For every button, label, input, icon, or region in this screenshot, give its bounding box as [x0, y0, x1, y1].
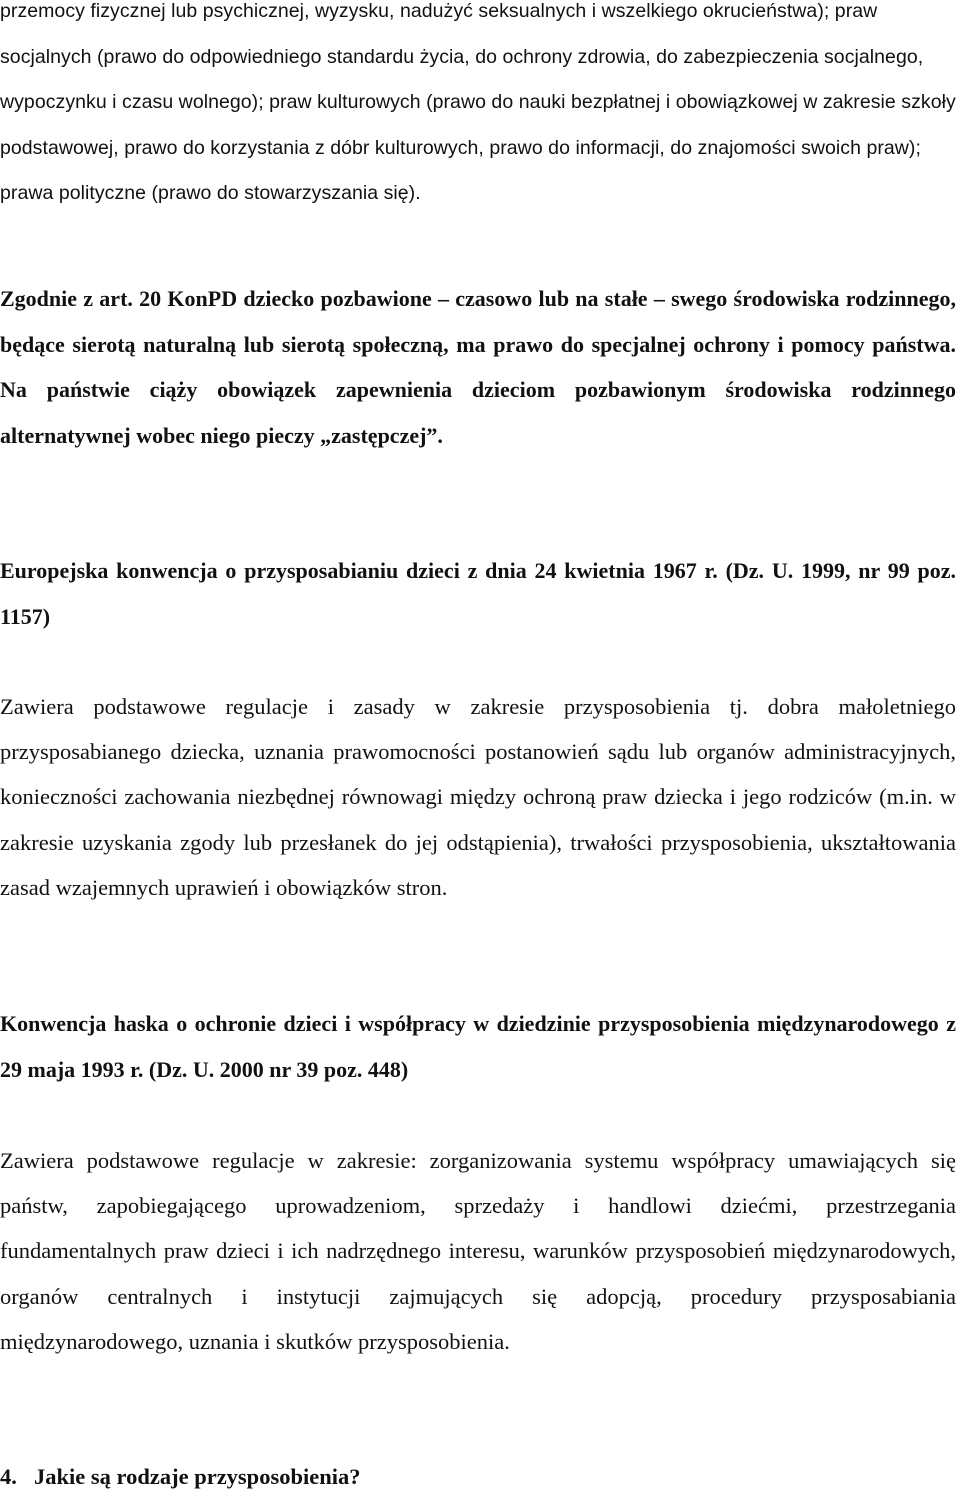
paragraph-european-convention-description: Zawiera podstawowe regulacje i zasady w zakresie przysposobienia tj. dobra małoletniego przysposabianego dziecka, uznania prawomocności postanowień sądu lub organów administracyjnych, konieczności zachowania niezbędnej równowagi między ochroną praw dziecka i jego rodziców (m.in. w zakresie uzyskania zgody lub przesłanek do jej odstąpienia), trwałości przysposobienia, ukształtowania zasad wzajemnych uprawień i obowiązków stron.	[0, 694, 956, 900]
section-heading-text: Jakie są rodzaje przysposobienia?	[34, 1464, 361, 1489]
paragraph-article-20: Zgodnie z art. 20 KonPD dziecko pozbawione – czasowo lub na stałe – swego środowiska rodzinnego, będące sierotą naturalną lub sierotą społeczną, ma prawo do specjalnej ochrony i pomocy państwa. Na państwie ciąży obowiązek zapewnienia dzieciom pozbawionym środowiska rodzinnego alternatywnej wobec niego pieczy „zastępczej”.	[0, 286, 956, 449]
paragraph-hague-convention-description: Zawiera podstawowe regulacje w zakresie: zorganizowania systemu współpracy umawiających się państw, zapobiegającego uprowadzeniom, sprzedaży i handlowi dziećmi, przestrzegania fundamentalnych praw dzieci i ich nadrzędnego interesu, warunków przysposobień międzynarodowych, organów centralnych i instytucji zajmujących się adopcją, procedury przysposabiania międzynarodowego, uznania i skutków przysposobienia.	[0, 1148, 956, 1354]
section-heading-number: 4.	[0, 1464, 17, 1489]
paragraph-rights-list: przemocy fizycznej lub psychicznej, wyzysku, nadużyć seksualnych i wszelkiego okrucieństwa); praw socjalnych (prawo do odpowiedniego standardu życia, do ochrony zdrowia, do zabezpieczenia socjalnego, wypoczynku i czasu wolnego); praw kulturowych (prawo do nauki bezpłatnej i obowiązkowej w zakresie szkoły podstawowej, prawo do korzystania z dóbr kulturowych, prawo do informacji, do znajomości swoich praw); prawa polityczne (prawo do stowarzyszania się).	[0, 0, 956, 205]
section-heading	[0, 1454, 956, 1500]
paragraph-hague-convention-title: Konwencja haska o ochronie dzieci i współpracy w dziedzinie przysposobienia międzynarodowego z 29 maja 1993 r. (Dz. U. 2000 nr 39 poz. 448)	[0, 1011, 956, 1082]
paragraph-european-convention-title: Europejska konwencja o przysposabianiu dzieci z dnia 24 kwietnia 1967 r. (Dz. U. 1999, nr 99 poz. 1157)	[0, 558, 956, 629]
